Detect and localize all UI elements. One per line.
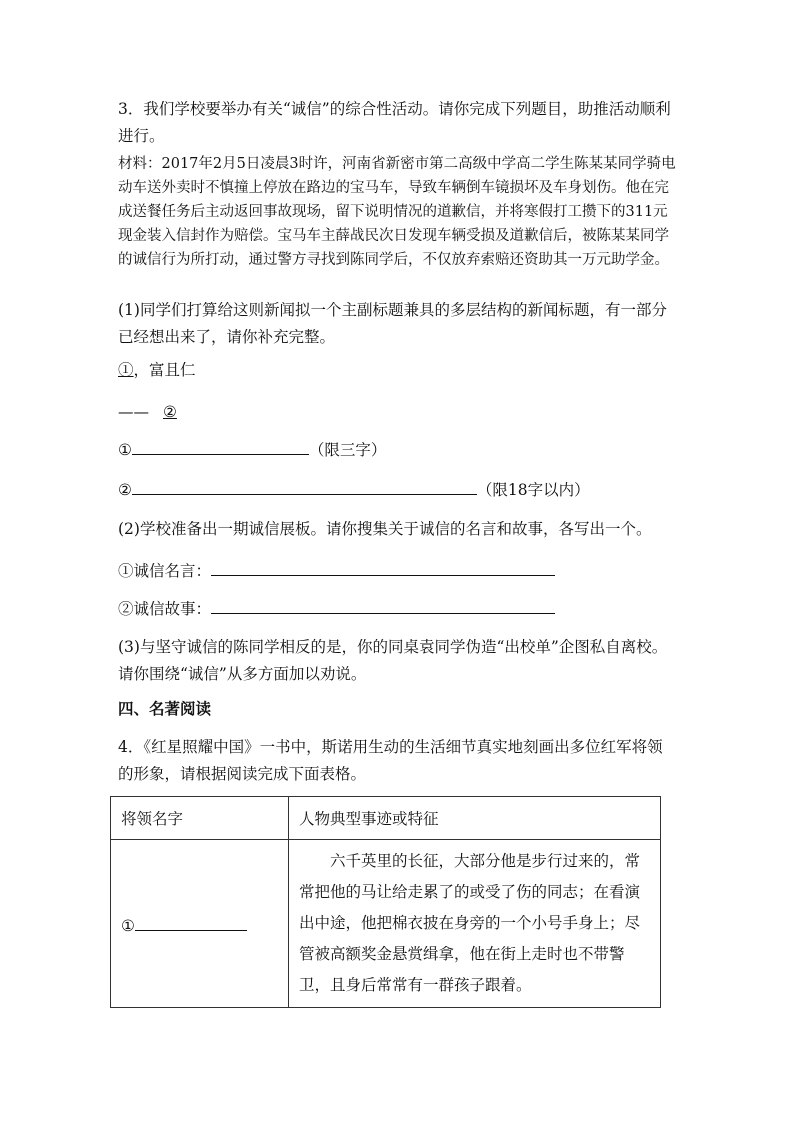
question-4-intro: 4．《红星照耀中国》一书中，斯诺用生动的生活细节真实地刻画出多位红军将领的形象，请根据阅读完成下面表格。 [118, 738, 663, 783]
quote-line [118, 557, 678, 585]
quote-label: ①诚信名言： [118, 562, 212, 580]
answer-1-hint: （限三字） [308, 441, 387, 459]
table-header-row [111, 797, 661, 840]
table-cell-name [111, 840, 289, 1008]
answer-1-marker: ① [118, 441, 132, 459]
general-name-blank[interactable] [135, 912, 247, 931]
headline-dash: —— [118, 403, 149, 421]
general-marker: ① [121, 917, 135, 935]
quote-blank[interactable] [211, 557, 555, 576]
section-4-heading: 四、名著阅读 [118, 699, 212, 718]
answer-line-1 [118, 436, 678, 464]
headline-line-2 [118, 399, 678, 426]
general-table [110, 796, 661, 1008]
story-label: ②诚信故事： [118, 600, 212, 618]
question-3-material: 材料：2017年2月5日凌晨3时许，河南省新密市第二高级中学高二学生陈某某同学骑电动车送外卖时不慎撞上停放在路边的宝马车，导致车辆倒车镜损坏及车身划伤。他在完成送餐任务后主动返回事故现场，留下说明情况的道歉信，并将寒假打工攒下的311元现金装入信封作为赔偿。宝马车主薛战民次日发现车辆受损及道歉信后，被陈某某同学的诚信行为所打动，通过警方寻找到陈同学后，不仅放弃索赔还资助其一万元助学金。 [118, 156, 676, 268]
question-3-part3: (3)与坚守诚信的陈同学相反的是，你的同桌袁同学伪造“出校单”企图私自离校。请你围绕“诚信”从多方面加以劝说。 [118, 638, 668, 683]
answer-2-marker: ② [118, 481, 132, 499]
question-3-part1: (1)同学们打算给这则新闻拟一个主副标题兼具的多层结构的新闻标题，有一部分已经想出来了，请你补充完整。 [118, 301, 667, 346]
headline-marker-2: ② [163, 403, 177, 421]
headline-line-1 [118, 357, 678, 384]
answer-2-blank[interactable] [132, 476, 477, 495]
answer-line-2 [118, 476, 678, 504]
question-3-intro: 3．我们学校要举办有关“诚信”的综合性活动。请你完成下列题目，助推活动顺利进行。 [118, 100, 671, 145]
table-header-deeds: 人物典型事迹或特征 [289, 797, 661, 840]
table-header-name: 将领名字 [111, 797, 289, 840]
answer-1-blank[interactable] [132, 436, 309, 455]
story-line [118, 595, 678, 623]
headline-marker-1: ① [118, 361, 134, 379]
answer-2-hint: （限18字以内） [476, 481, 590, 499]
question-3-part2: (2)学校准备出一期诚信展板。请你搜集关于诚信的名言和故事，各写出一个。 [118, 520, 652, 538]
story-blank[interactable] [211, 595, 555, 614]
table-cell-deeds: 六千英里的长征，大部分他是步行过来的，常常把他的马让给走累了的或受了伤的同志；在看演出中途，他把棉衣披在身旁的一个小号手身上；尽管被高额奖金悬赏缉拿，他在街上走时也不带警卫，且身后常常有一群孩子跟着。 [289, 840, 661, 1008]
headline-text-1: ，富且仁 [133, 361, 196, 379]
table-row [111, 840, 661, 1008]
